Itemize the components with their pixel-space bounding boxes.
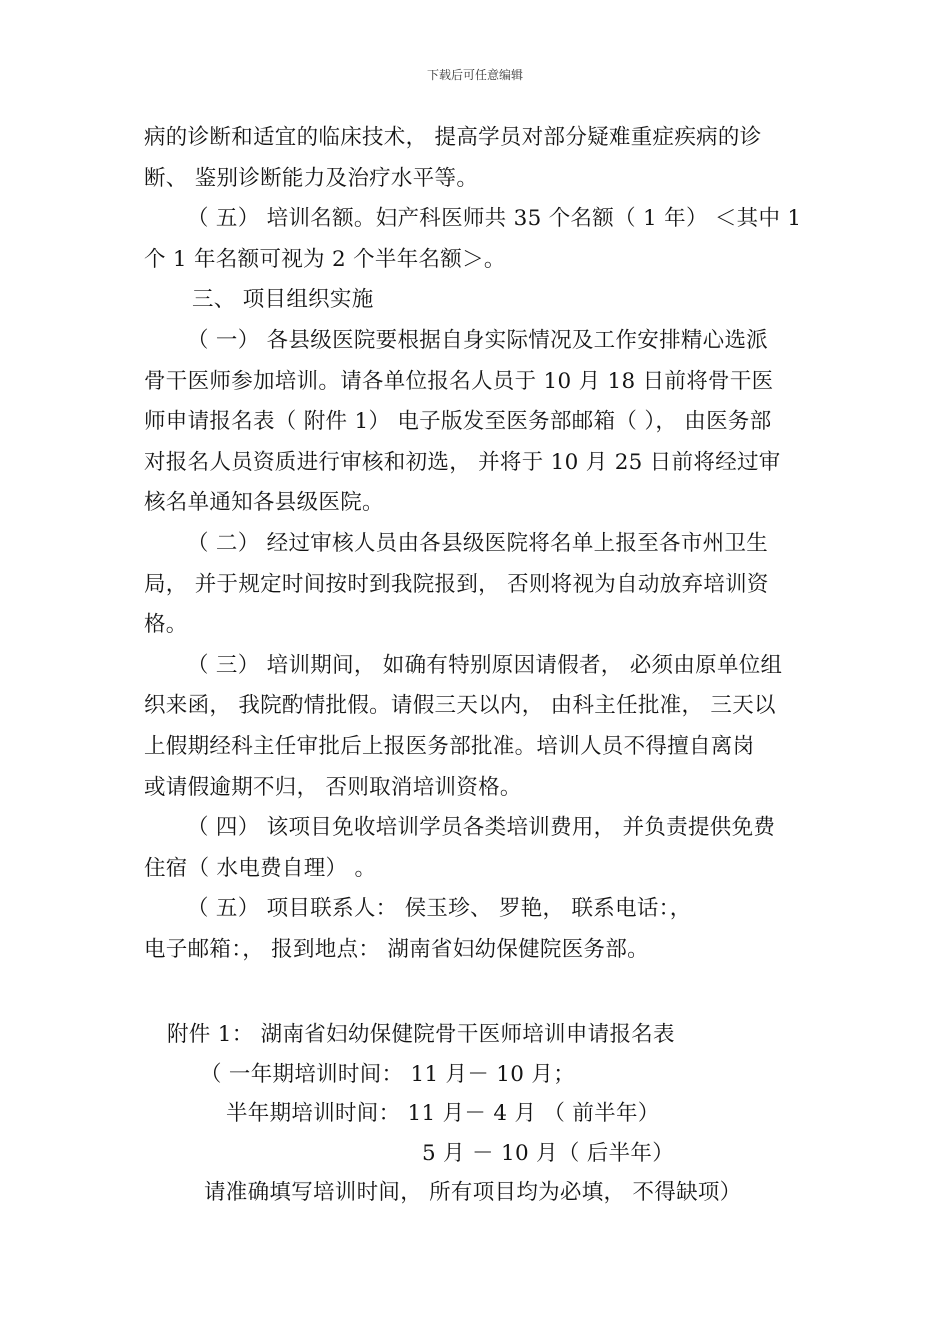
- text-line: （ 五） 项目联系人： 侯玉珍、 罗艳， 联系电话：，: [187, 896, 692, 922]
- body-text: [144, 118, 804, 970]
- attachment-line: （ 一年期培训时间： 11 月－ 10 月；: [200, 1061, 575, 1087]
- text-line: （ 五） 培训名额。妇产科医师共 35 个名额（ 1 年） ＜其中 1: [187, 206, 802, 232]
- text-line: （ 三） 培训期间， 如确有特别原因请假者， 必须由原单位组: [187, 652, 783, 678]
- text-line: 上假期经科主任审批后上报医务部批准。培训人员不得擅自离岗: [144, 733, 755, 759]
- text-line: 对报名人员资质进行审核和初选， 并将于 10 月 25 日前将经过审: [144, 449, 781, 475]
- text-line: 断、 鉴别诊断能力及治疗水平等。: [144, 165, 479, 191]
- text-line: （ 二） 经过审核人员由各县级医院将名单上报至各市州卫生: [187, 530, 769, 556]
- text-line: 核名单通知各县级医院。: [144, 490, 384, 516]
- text-line: （ 一） 各县级医院要根据自身实际情况及工作安排精心选派: [187, 327, 769, 353]
- attachment-line: 5 月 － 10 月（ 后半年）: [422, 1140, 675, 1166]
- page-header: 下载后可任意编辑: [426, 68, 523, 82]
- text-line: 局， 并于规定时间按时到我院报到， 否则将视为自动放弃培训资: [144, 571, 769, 597]
- text-line: 或请假逾期不归， 否则取消培训资格。: [144, 774, 522, 800]
- attachment-title: 附件 1： 湖南省妇幼保健院骨干医师培训申请报名表: [167, 1022, 675, 1047]
- attachment-line: 请准确填写培训时间， 所有项目均为必填， 不得缺项）: [204, 1180, 742, 1205]
- text-line: 病的诊断和适宜的临床技术， 提高学员对部分疑难重症疾病的诊: [144, 125, 762, 150]
- text-line: 师申请报名表（ 附件 1） 电子版发至医务部邮箱（ ）， 由医务部: [144, 409, 772, 435]
- section-heading: 三、 项目组织实施: [192, 287, 374, 313]
- text-line: 骨干医师参加培训。请各单位报名人员于 10 月 18 日前将骨干医: [144, 368, 774, 394]
- text-line: 织来函， 我院酌情批假。请假三天以内， 由科主任批准， 三天以: [144, 693, 776, 719]
- attachment-line: 半年期培训时间： 11 月－ 4 月 （ 前半年）: [226, 1101, 660, 1126]
- text-line: 住宿（ 水电费自理） 。: [144, 855, 377, 881]
- text-line: 个 1 年名额可视为 2 个半年名额＞。: [144, 246, 506, 272]
- text-line: （ 四） 该项目免收培训学员各类培训费用， 并负责提供免费: [187, 815, 776, 841]
- text-line: 格。: [144, 612, 188, 638]
- text-line: 电子邮箱：， 报到地点： 湖南省妇幼保健院医务部。: [144, 936, 649, 962]
- attachment-section: [0, 1015, 950, 1213]
